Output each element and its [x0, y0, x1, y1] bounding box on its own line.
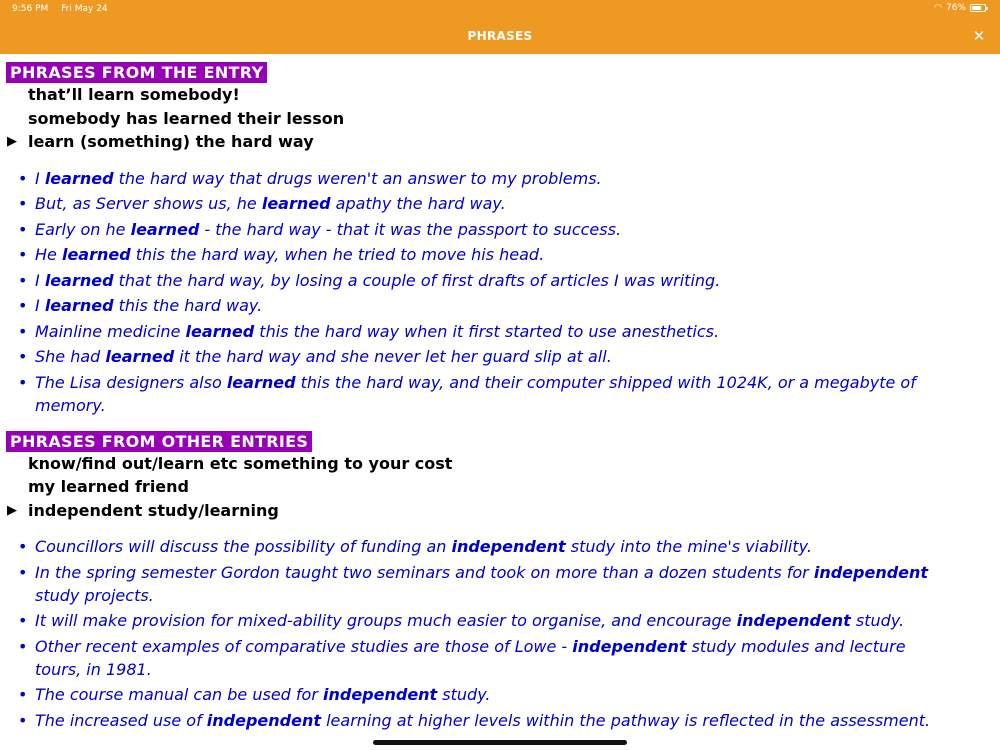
close-icon[interactable]: ✕ [972, 27, 986, 45]
example-text-after: this the hard way, and their computer shipped with 1024K, or a megabyte of memory. [35, 372, 916, 415]
phrase-text: that’ll learn somebody! [28, 85, 240, 104]
example-text-before: In the spring semester Gordon taught two seminars and took on more than a dozen students for [35, 562, 814, 582]
expand-arrow-icon: ▶ [7, 134, 17, 149]
example-keyword: independent [813, 562, 929, 582]
example-keyword: learned [61, 245, 131, 264]
example-sentence [0, 709, 1000, 732]
example-text-after: it the hard way and she never let her guard slip at all. [174, 347, 612, 366]
phrase-link[interactable] [7, 130, 1000, 154]
example-keyword: learned [185, 321, 255, 341]
home-indicator[interactable] [373, 740, 627, 745]
example-keyword: learned [44, 270, 114, 290]
top-bar [0, 0, 1000, 54]
example-text-before: Other recent examples of comparative studies are those of Lowe - [35, 636, 573, 656]
phrase-link[interactable] [28, 475, 1000, 499]
example-text-after: learning at higher levels within the pathway is reflected in the assessment. [321, 710, 931, 730]
example-list [0, 167, 1000, 417]
example-sentence [0, 320, 1000, 343]
example-sentence [0, 192, 1000, 215]
phrase-section [0, 62, 1000, 417]
phrase-text: independent study/learning [28, 500, 279, 520]
example-keyword: independent [322, 685, 438, 704]
example-text-after: - the hard way - that it was the passport to success. [199, 219, 622, 239]
battery-percent: 76% [945, 3, 966, 13]
expand-arrow-icon: ▶ [7, 502, 17, 518]
example-sentence [0, 243, 1000, 266]
example-keyword: independent [206, 710, 322, 730]
example-sentence [0, 561, 1000, 607]
example-text-after: this the hard way when it first started to use anesthetics. [254, 321, 720, 341]
example-keyword: learned [44, 168, 114, 188]
phrase-link[interactable] [28, 107, 1000, 131]
phrase-text: somebody has learned their lesson [28, 108, 345, 128]
wifi-icon: ◠ [934, 3, 942, 13]
phrase-text: know/find out/learn etc something to your cost [28, 453, 453, 473]
example-text-after: apathy the hard way. [330, 194, 506, 213]
section-header: PHRASES FROM THE ENTRY [6, 62, 267, 83]
example-text-after: study modules and lecture tours, in 1981. [35, 636, 906, 679]
status-bar-left [12, 4, 118, 14]
example-text-before: The Lisa designers also [35, 372, 227, 392]
phrase-text: my learned friend [28, 477, 189, 496]
battery-icon [970, 4, 986, 12]
example-text-before: He [35, 245, 62, 264]
example-keyword: learned [105, 347, 175, 366]
example-text-after: study. [437, 685, 491, 704]
example-text-before: But, as Server shows us, he [35, 194, 262, 213]
example-sentence [0, 294, 1000, 317]
status-time: 9:56 PM [12, 4, 49, 14]
example-sentence [0, 371, 1000, 417]
example-text-before: The increased use of [35, 710, 207, 730]
page-title: PHRASES [467, 29, 533, 43]
example-text-before: Mainline medicine [35, 321, 186, 341]
example-text-after: study. [850, 611, 905, 630]
example-text-before: The course manual can be used for [35, 685, 323, 704]
example-keyword: independent [451, 537, 566, 556]
phrase-link[interactable] [7, 499, 1000, 523]
example-text-after: the hard way that drugs weren't an answer to my problems. [113, 168, 602, 188]
section-header: PHRASES FROM OTHER ENTRIES [6, 431, 312, 452]
example-text-before: I [35, 168, 45, 188]
example-sentence [0, 635, 1000, 681]
example-text-before: She had [35, 347, 106, 366]
example-sentence [0, 167, 1000, 190]
phrase-section [0, 431, 1000, 732]
example-text-after: study into the mine's viability. [565, 537, 812, 556]
phrase-text: learn (something) the hard way [28, 132, 314, 151]
example-sentence [0, 269, 1000, 292]
example-text-after: this the hard way, when he tried to move his head. [130, 245, 545, 264]
example-sentence [0, 683, 1000, 706]
example-text-before: Councillors will discuss the possibility of funding an [35, 537, 452, 556]
example-text-before: I [35, 296, 45, 315]
example-sentence [0, 218, 1000, 241]
example-keyword: learned [226, 372, 296, 392]
example-text-after: this the hard way. [113, 296, 263, 315]
example-sentence [0, 609, 1000, 632]
phrases-content[interactable] [0, 62, 1000, 750]
example-sentence [0, 535, 1000, 558]
example-keyword: independent [736, 611, 851, 630]
example-keyword: independent [572, 636, 687, 656]
example-keyword: learned [130, 219, 200, 239]
status-bar-right [934, 3, 986, 13]
example-text-before: It will make provision for mixed-ability groups much easier to organise, and encourage [35, 611, 737, 630]
phrase-link[interactable] [28, 83, 1000, 107]
example-text-after: study projects. [35, 585, 154, 605]
example-keyword: learned [261, 194, 331, 213]
example-keyword: learned [44, 296, 114, 315]
status-date: Fri May 24 [61, 4, 108, 14]
example-text-before: I [35, 270, 45, 290]
example-text-before: Early on he [35, 219, 131, 239]
example-list [0, 535, 1000, 732]
example-sentence [0, 345, 1000, 368]
example-text-after: that the hard way, by losing a couple of first drafts of articles I was writing. [113, 270, 721, 290]
phrase-link[interactable] [28, 452, 1000, 476]
